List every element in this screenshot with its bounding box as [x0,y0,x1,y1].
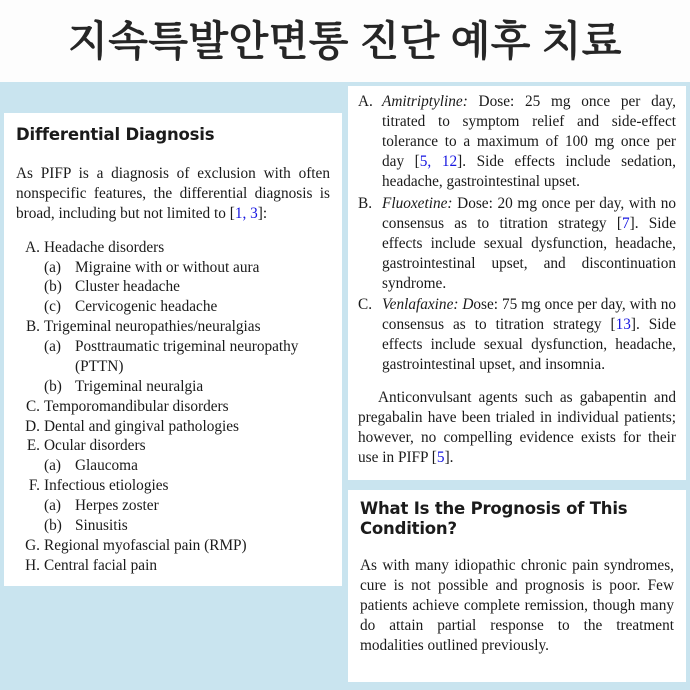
treatment-text-before: Dose: 20 mg once per day, with no consensus as to titration strategy [ [382,194,676,232]
list-item-label: Headache disorders [44,238,165,256]
left-column [4,82,342,682]
list-item [16,436,330,476]
list-item-label: Regional myofascial pain (RMP) [44,536,247,554]
differential-diagnosis-heading: Differential Diagnosis [16,125,215,144]
treatment-list [358,92,676,376]
content-columns [0,82,690,690]
sub-list-item [44,258,330,278]
list-item-label: Central facial pain [44,556,157,574]
list-item-marker: G. [25,536,40,554]
sub-list-item [44,297,330,317]
sub-list-item-label: Cluster headache [75,278,180,296]
list-item [16,238,330,318]
citation-ref: 5, 12 [419,153,458,171]
list-item-label: Trigeminal neuropathies/neuralgias [44,318,261,336]
treatment-list-item [358,92,676,193]
sub-list-item-label: Posttraumatic trigeminal neuropathy (PTTN) [75,338,299,375]
treatment-text-after: ]. Side effects include sexual dysfunction, headache, gastrointestinal upset, and discontinuation syndrome. [382,214,676,292]
sub-list-item [44,337,330,377]
treatment-text-before: Dose: 25 mg once per day, titrated to symptom relief and side-effect tolerance to a maximum of 100 mg once per day [ [382,93,676,171]
treatment-list-item [358,295,676,375]
list-item-label: Temporomandibular disorders [44,397,229,415]
sub-list [44,337,330,397]
treatment-item-marker: B. [358,194,373,212]
sub-list-item-marker: (a) [44,258,61,276]
list-item-marker: F. [28,477,40,495]
drug-name: Venlafaxine: D [382,296,474,314]
list-item-marker: B. [25,318,40,336]
closing-text-before: Anticonvulsant agents such as gabapentin and pregabalin have been trialed in individual patients; however, no compelling evidence exists for their use in PIFP [ [358,388,676,466]
sub-list-item-label: Migraine with or without aura [75,258,260,276]
sub-list-item [44,516,330,536]
sub-list-item-marker: (b) [44,516,62,534]
differential-diagnosis-intro [16,164,330,224]
anticonvulsant-paragraph [358,388,676,468]
closing-text-after: ]. [444,448,454,466]
sub-list [44,456,330,476]
treatment-item-marker: C. [358,296,373,314]
sub-list-item-label: Glaucoma [75,457,138,475]
sub-list-item-marker: (a) [44,338,61,356]
intro-text-after: ]: [257,204,268,222]
prognosis-heading: What Is the Prognosis of This Condition? [360,498,628,539]
sub-list-item-marker: (a) [44,497,61,515]
sub-list-item-marker: (a) [44,457,61,475]
list-item [16,397,330,417]
list-item-marker: E. [26,437,40,455]
treatment-item-marker: A. [358,93,373,110]
sub-list-item-label: Sinusitis [75,516,128,534]
page-header [0,0,690,82]
sub-list-item [44,377,330,397]
drug-name: Fluoxetine: [382,194,453,212]
list-item-marker: D. [25,417,40,435]
treatment-text-after: ]. Side effects include sedation, headache, gastrointestinal upset. [382,153,676,191]
list-item [16,536,330,556]
citation-ref: 1, 3 [234,204,258,222]
intro-text-before: As PIFP is a diagnosis of exclusion with often nonspecific features, the differential diagnosis is broad, including but not limited to [ [16,164,330,222]
sub-list-item-marker: (b) [44,377,62,395]
page-title: 지속특발안면통 진단 예후 치료 [68,17,622,64]
sub-list-item [44,277,330,297]
sub-list [44,496,330,536]
citation-ref: 7 [621,214,630,232]
list-item-label: Infectious etiologies [44,477,169,495]
drug-name: Amitriptyline: [382,93,468,110]
treatment-list-item [358,194,676,295]
treatment-card [348,86,686,480]
prognosis-card [348,490,686,682]
citation-ref: 5 [436,448,445,466]
list-item-marker: H. [25,556,40,574]
sub-list [44,258,330,318]
sub-list-item [44,456,330,476]
sub-list-item-label: Cervicogenic headache [75,298,218,316]
citation-ref: 13 [615,316,631,334]
list-item-marker: A. [25,238,40,256]
treatment-text-after: ]. Side effects include sexual dysfunction, headache, gastrointestinal upset, and insomnia. [382,316,676,374]
treatment-text-before: ose: 75 mg once per day, with no consensus as to titration strategy [ [382,296,676,334]
list-item [16,476,330,536]
list-item-label: Ocular disorders [44,437,146,455]
prognosis-body: As with many idiopathic chronic pain syndromes, cure is not possible and prognosis is poor. Few patients achieve complete remission, though many do attain partial response to the treatment modalities outlined previously. [360,556,674,655]
list-item-marker: C. [25,397,40,415]
list-item [16,317,330,397]
differential-diagnosis-list [16,238,330,576]
list-item-label: Dental and gingival pathologies [44,417,239,435]
list-item [16,556,330,576]
right-column [348,82,686,682]
sub-list-item-marker: (c) [44,298,61,316]
sub-list-item-label: Trigeminal neuralgia [75,377,204,395]
differential-diagnosis-card [4,113,342,586]
list-item [16,417,330,437]
sub-list-item [44,496,330,516]
sub-list-item-label: Herpes zoster [75,497,159,515]
sub-list-item-marker: (b) [44,278,62,296]
